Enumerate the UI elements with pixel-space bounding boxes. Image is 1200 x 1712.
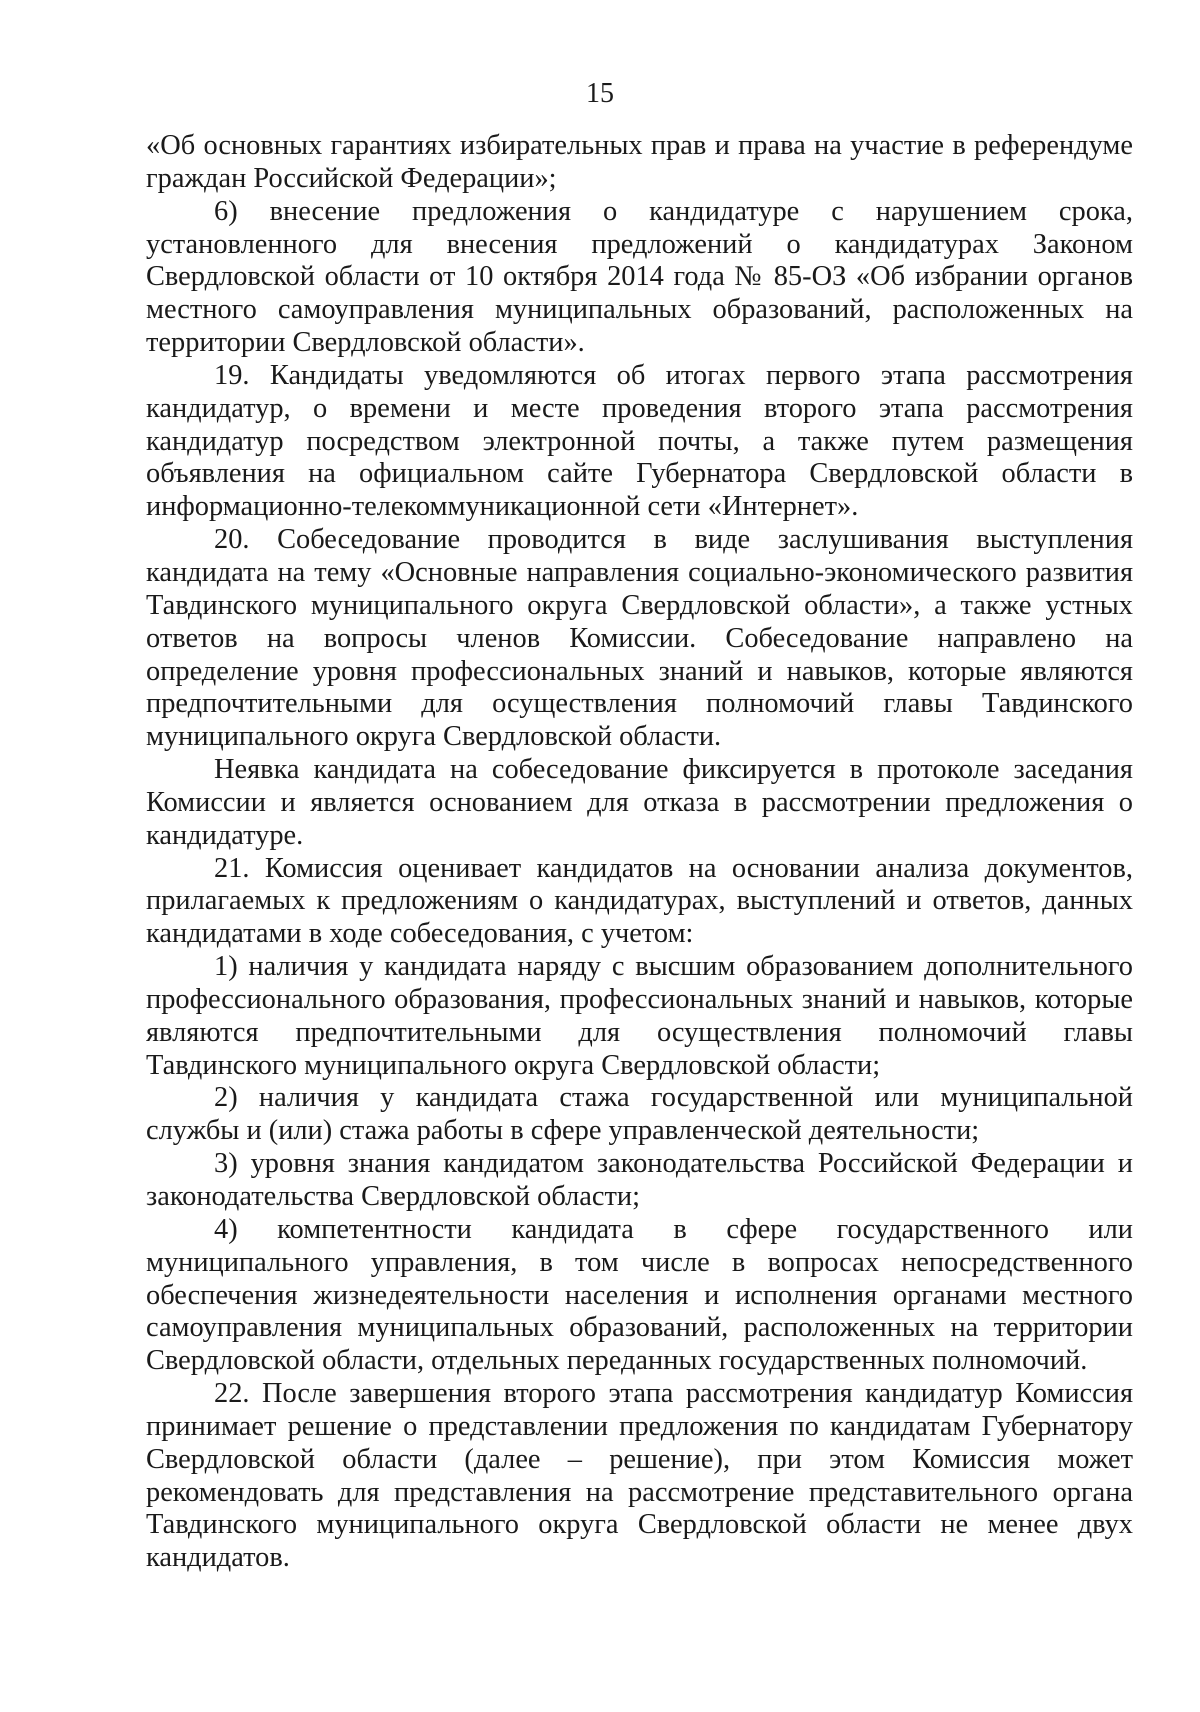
- document-body: [146, 130, 1133, 1575]
- paragraph-clause-19-notification: 19. Кандидаты уведомляются об итогах первого этапа рассмотрения кандидатур, о времени и месте проведения второго этапа рассмотрения кандидатур посредством электронной почты, а также путем размещения объявления на официальном сайте Губернатора Свердловской области в информационно-телекоммуникационной сети «Интернет».: [146, 359, 1133, 523]
- paragraph-clause-20-interview: 20. Собеседование проводится в виде заслушивания выступления кандидата на тему «Основные направления социально-экономического развития Тавдинского муниципального округа Свердловской области», а также устных ответов на вопросы членов Комиссии. Собеседование направлено на определение уровня профессиональных знаний и навыков, которые являются предпочтительными для осуществления полномочий главы Тавдинского муниципального округа Свердловской области.: [146, 524, 1133, 753]
- paragraph-clause-21-evaluation: 21. Комиссия оценивает кандидатов на основании анализа документов, прилагаемых к предложениям о кандидатурах, выступлений и ответов, данных кандидатами в ходе собеседования, с учетом:: [146, 852, 1133, 950]
- paragraph-criterion-1-education: 1) наличия у кандидата наряду с высшим образованием дополнительного профессионального образования, профессиональных знаний и навыков, которые являются предпочтительными для осуществления полномочий главы Тавдинского муниципального округа Свердловской области;: [146, 951, 1133, 1081]
- paragraph-criterion-3-legislation: 3) уровня знания кандидатом законодательства Российской Федерации и законодательства Свердловской области;: [146, 1148, 1133, 1212]
- paragraph-non-appearance: Неявка кандидата на собеседование фиксируется в протоколе заседания Комиссии и является основанием для отказа в рассмотрении предложения о кандидатуре.: [146, 754, 1133, 851]
- paragraph-referendum-law-title: «Об основных гарантиях избирательных прав и права на участие в референдуме граждан Российской Федерации»;: [146, 130, 1133, 194]
- paragraph-clause-22-decision: 22. После завершения второго этапа рассмотрения кандидатур Комиссия принимает решение о представлении предложения по кандидатам Губернатору Свердловской области (далее – решение), при этом Комиссия может рекомендовать для представления на рассмотрение представительного органа Тавдинского муниципального округа Свердловской области не менее двух кандидатов.: [146, 1378, 1133, 1574]
- page-number: 15: [586, 78, 614, 109]
- paragraph-criterion-2-experience: 2) наличия у кандидата стажа государственной или муниципальной службы и (или) стажа работы в сфере управленческой деятельности;: [146, 1082, 1133, 1147]
- paragraph-item-6-late-submission: 6) внесение предложения о кандидатуре с нарушением срока, установленного для внесения предложений о кандидатурах Законом Свердловской области от 10 октября 2014 года № 85-ОЗ «Об избрании органов местного самоуправления муниципальных образований, расположенных на территории Свердловской области».: [146, 195, 1133, 359]
- paragraph-criterion-4-competence: 4) компетентности кандидата в сфере государственного или муниципального управления, в том числе в вопросах непосредственного обеспечения жизнедеятельности населения и исполнения органами местного самоуправления муниципальных образований, расположенных на территории Свердловской области, отдельных переданных государственных полномочий.: [146, 1213, 1133, 1377]
